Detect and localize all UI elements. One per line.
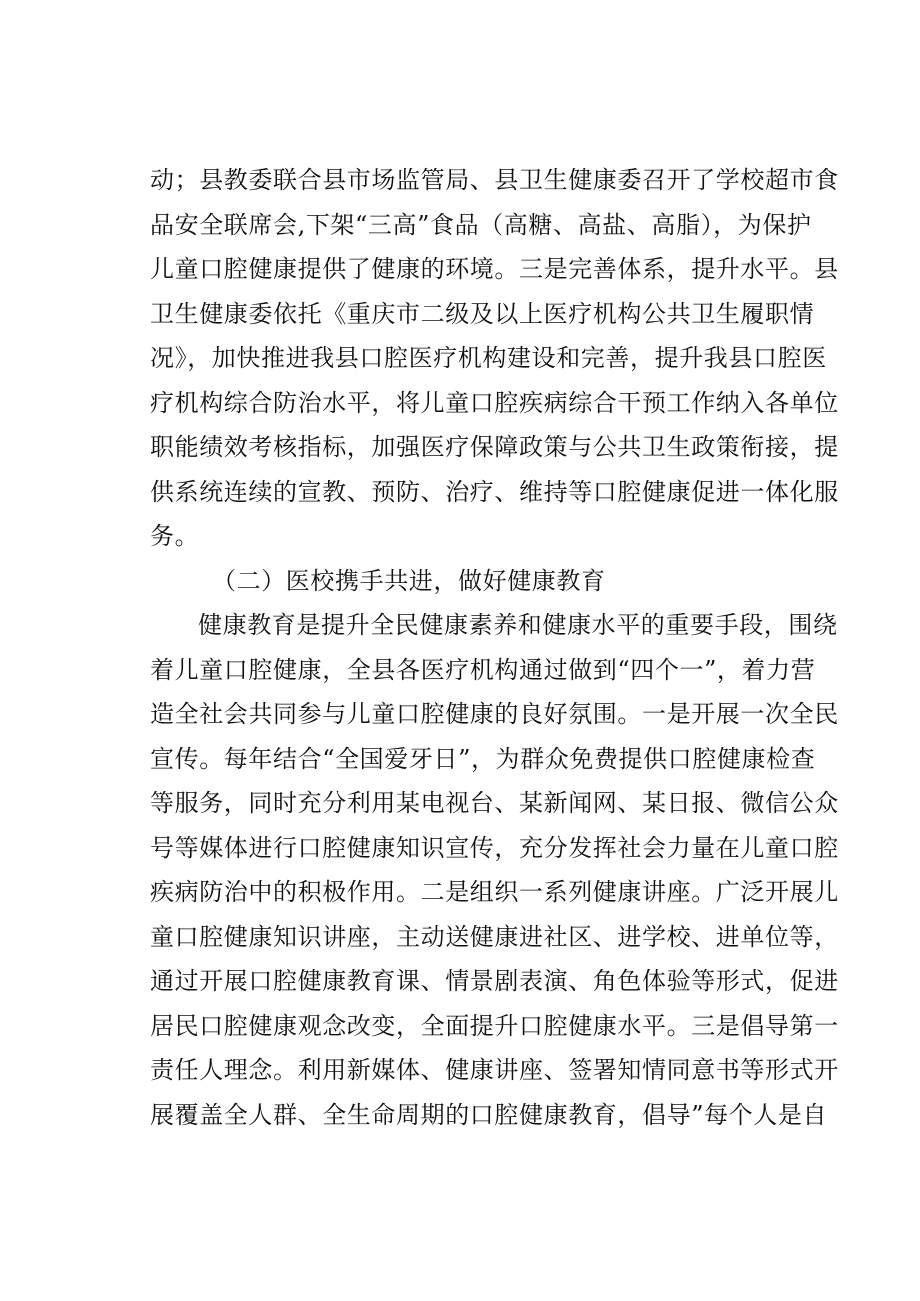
- paragraph-1-line: 卫生健康委依托《重庆市二级及以上医疗机构公共卫生履职情: [150, 299, 815, 328]
- paragraph-1-line: 况》，加快推进我县口腔医疗机构建设和完善，提升我县口腔医: [150, 344, 827, 372]
- paragraph-2-line: 通过开展口腔健康教育课、情景剧表演、角色体验等形式，促进: [150, 967, 839, 995]
- section-heading: （二）医校携手共进，做好健康教育: [212, 566, 606, 595]
- paragraph-2-line: 居民口腔健康观念改变，全面提升口腔健康水平。三是倡导第一: [150, 1011, 839, 1040]
- paragraph-2-line: 宣传。每年结合“全国爱牙日”，为群众免费提供口腔健康检查: [150, 744, 816, 773]
- paragraph-2-line: 着儿童口腔健康，全县各医疗机构通过做到“四个一”，着力营: [150, 655, 816, 684]
- paragraph-2-line: 童口腔健康知识讲座，主动送健康进社区、进学校、进单位等，: [150, 922, 839, 951]
- paragraph-1-line: 职能绩效考核指标，加强医疗保障政策与公共卫生政策衔接，提: [150, 433, 839, 461]
- paragraph-2-line: 造全社会共同参与儿童口腔健康的良好氛围。一是开展一次全民: [150, 700, 839, 728]
- paragraph-1-line: 务。: [150, 522, 200, 550]
- paragraph-2-line: 责任人理念。利用新媒体、健康讲座、签署知情同意书等形式开: [150, 1056, 839, 1084]
- paragraph-1-line: 品安全联席会,下架“三高”食品（高糖、高盐、高脂），为保护: [150, 210, 812, 239]
- paragraph-2-line: 号等媒体进行口腔健康知识宣传，充分发挥社会力量在儿童口腔: [150, 833, 839, 862]
- paragraph-2-line: 等服务，同时充分利用某电视台、某新闻网、某日报、微信公众: [150, 789, 839, 817]
- paragraph-1-line: 供系统连续的宣教、预防、治疗、维持等口腔健康促进一体化服: [150, 477, 839, 506]
- paragraph-1-line: 动；县教委联合县市场监管局、县卫生健康委召开了学校超市食: [150, 166, 839, 194]
- paragraph-1-line: 疗机构综合防治水平，将儿童口腔疾病综合干预工作纳入各单位: [150, 388, 839, 417]
- paragraph-2-line: 疾病防治中的积极作用。二是组织一系列健康讲座。广泛开展儿: [150, 878, 839, 906]
- document-body: [150, 158, 839, 1137]
- paragraph-1-line: 儿童口腔健康提供了健康的环境。三是完善体系，提升水平。县: [150, 255, 839, 283]
- paragraph-2-line: 健康教育是提升全民健康素养和健康水平的重要手段，围绕: [198, 611, 838, 639]
- paragraph-2-line: 展覆盖全人群、全生命周期的口腔健康教育，倡导”每个人是自: [150, 1100, 828, 1129]
